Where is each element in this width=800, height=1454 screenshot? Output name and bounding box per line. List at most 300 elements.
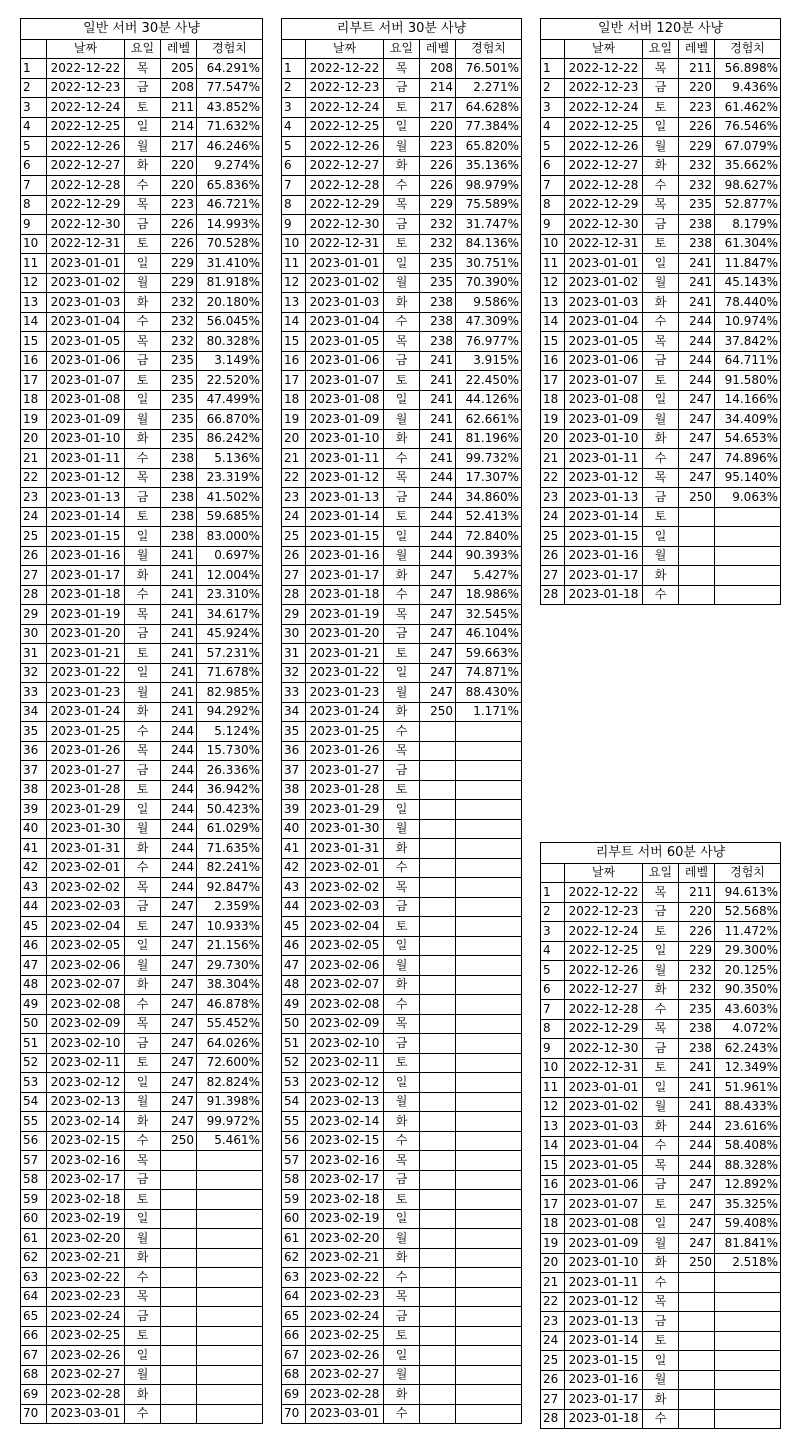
row-index: 28 (541, 1409, 565, 1429)
table-row (282, 1209, 522, 1229)
row-date: 2023-02-27 (47, 1365, 125, 1385)
row-level: 241 (161, 605, 197, 625)
row-level: 220 (161, 156, 197, 176)
row-day: 수 (643, 312, 679, 332)
row-level: 238 (161, 488, 197, 508)
row-day: 일 (643, 117, 679, 137)
row-level: 247 (420, 644, 456, 664)
row-index: 52 (282, 1053, 306, 1073)
row-date: 2023-01-02 (565, 1097, 643, 1117)
row-level (420, 995, 456, 1015)
row-level (161, 1404, 197, 1424)
row-date: 2023-02-12 (306, 1073, 384, 1093)
row-day: 일 (384, 117, 420, 137)
row-level: 232 (679, 961, 715, 981)
row-exp: 61.304% (715, 234, 781, 254)
row-day: 수 (643, 1273, 679, 1293)
row-day: 금 (384, 488, 420, 508)
row-date: 2023-01-03 (565, 293, 643, 313)
header-date: 날짜 (565, 863, 643, 883)
row-exp: 9.586% (456, 293, 522, 313)
row-date: 2023-01-02 (565, 273, 643, 293)
row-exp: 46.721% (197, 195, 263, 215)
row-index: 34 (282, 702, 306, 722)
row-day: 수 (125, 176, 161, 196)
row-exp: 91.398% (197, 1092, 263, 1112)
row-index: 43 (282, 878, 306, 898)
table-row (21, 800, 263, 820)
row-index: 15 (541, 1156, 565, 1176)
row-level: 244 (679, 1156, 715, 1176)
table-title: 리부트 서버 30분 사냥 (281, 18, 522, 39)
row-level: 247 (679, 429, 715, 449)
row-level: 241 (420, 371, 456, 391)
row-level: 226 (420, 176, 456, 196)
table-row (21, 1248, 263, 1268)
row-index: 55 (21, 1112, 47, 1132)
table-row (541, 1292, 781, 1312)
row-index: 4 (541, 117, 565, 137)
row-date: 2023-01-20 (47, 624, 125, 644)
header-date: 날짜 (47, 39, 125, 59)
row-date: 2023-02-02 (47, 878, 125, 898)
row-day: 일 (643, 1078, 679, 1098)
row-date: 2022-12-27 (565, 156, 643, 176)
row-index: 47 (282, 956, 306, 976)
row-index: 12 (282, 273, 306, 293)
row-day: 월 (125, 137, 161, 157)
row-level: 250 (679, 1253, 715, 1273)
row-day: 일 (125, 254, 161, 274)
row-exp (715, 1409, 781, 1429)
row-day: 일 (643, 1351, 679, 1371)
table-row (541, 312, 781, 332)
row-date: 2023-01-05 (565, 332, 643, 352)
row-level: 235 (420, 273, 456, 293)
row-exp: 88.430% (456, 683, 522, 703)
row-day: 목 (384, 741, 420, 761)
row-date: 2023-01-18 (565, 585, 643, 605)
row-day: 수 (384, 176, 420, 196)
row-exp: 72.840% (456, 527, 522, 547)
row-level: 241 (161, 683, 197, 703)
row-day: 화 (384, 975, 420, 995)
header-row (541, 863, 781, 883)
table-row (21, 858, 263, 878)
row-level: 244 (679, 371, 715, 391)
row-date: 2022-12-24 (47, 98, 125, 118)
table-row (282, 956, 522, 976)
row-date: 2023-01-08 (565, 1214, 643, 1234)
row-date: 2023-01-14 (306, 507, 384, 527)
row-index: 19 (21, 410, 47, 430)
row-exp: 44.126% (456, 390, 522, 410)
row-day: 화 (643, 980, 679, 1000)
row-level: 244 (679, 312, 715, 332)
row-date: 2023-01-05 (47, 332, 125, 352)
row-index: 32 (21, 663, 47, 683)
row-index: 7 (541, 1000, 565, 1020)
table-row (282, 663, 522, 683)
row-level: 247 (420, 566, 456, 586)
row-level: 244 (161, 858, 197, 878)
row-index: 6 (21, 156, 47, 176)
row-date: 2023-02-16 (306, 1151, 384, 1171)
row-date: 2023-01-07 (47, 371, 125, 391)
table-row (21, 78, 263, 98)
row-day: 일 (643, 254, 679, 274)
row-index: 13 (282, 293, 306, 313)
table-row (21, 156, 263, 176)
row-day: 토 (384, 1190, 420, 1210)
row-exp: 12.892% (715, 1175, 781, 1195)
row-day: 일 (384, 1073, 420, 1093)
row-date: 2023-02-15 (306, 1131, 384, 1151)
table-row (21, 819, 263, 839)
table-row (541, 1000, 781, 1020)
row-day: 토 (125, 917, 161, 937)
row-index: 18 (282, 390, 306, 410)
table-row (282, 371, 522, 391)
table-row (21, 254, 263, 274)
row-day: 수 (125, 585, 161, 605)
row-exp (456, 1053, 522, 1073)
row-index: 49 (21, 995, 47, 1015)
table-row (21, 410, 263, 430)
row-index: 9 (282, 215, 306, 235)
header-index (282, 39, 306, 59)
row-date: 2023-01-10 (306, 429, 384, 449)
row-index: 56 (282, 1131, 306, 1151)
row-index: 40 (21, 819, 47, 839)
row-level: 229 (679, 941, 715, 961)
row-day: 토 (643, 371, 679, 391)
row-exp (456, 780, 522, 800)
row-level: 220 (679, 902, 715, 922)
table-row (541, 1078, 781, 1098)
row-day: 토 (643, 1331, 679, 1351)
row-level: 247 (161, 936, 197, 956)
row-level: 235 (420, 254, 456, 274)
row-date: 2022-12-22 (565, 883, 643, 903)
row-index: 60 (282, 1209, 306, 1229)
row-date: 2023-02-13 (47, 1092, 125, 1112)
row-date: 2023-02-07 (47, 975, 125, 995)
row-index: 23 (282, 488, 306, 508)
row-exp: 30.751% (456, 254, 522, 274)
table-body (21, 59, 263, 1424)
row-day: 화 (643, 566, 679, 586)
row-level: 232 (679, 980, 715, 1000)
row-date: 2023-01-04 (306, 312, 384, 332)
row-index: 60 (21, 1209, 47, 1229)
row-exp (456, 917, 522, 937)
row-date: 2022-12-28 (306, 176, 384, 196)
row-exp: 34.860% (456, 488, 522, 508)
row-index: 21 (282, 449, 306, 469)
row-date: 2023-01-03 (47, 293, 125, 313)
row-index: 46 (21, 936, 47, 956)
row-exp: 23.319% (197, 468, 263, 488)
row-day: 일 (125, 117, 161, 137)
table-row (21, 1131, 263, 1151)
row-day: 일 (125, 1073, 161, 1093)
row-index: 24 (541, 507, 565, 527)
table-row (541, 468, 781, 488)
row-level: 247 (161, 897, 197, 917)
row-exp (715, 1331, 781, 1351)
table-row (541, 902, 781, 922)
row-date: 2022-12-28 (565, 1000, 643, 1020)
row-index: 6 (541, 156, 565, 176)
row-day: 목 (384, 468, 420, 488)
table-row (282, 1034, 522, 1054)
row-date: 2023-01-06 (306, 351, 384, 371)
row-exp (197, 1170, 263, 1190)
row-index: 48 (21, 975, 47, 995)
table-row (282, 878, 522, 898)
row-exp: 59.408% (715, 1214, 781, 1234)
row-day: 금 (384, 1034, 420, 1054)
table-row (541, 1273, 781, 1293)
table-row (541, 78, 781, 98)
row-exp: 81.918% (197, 273, 263, 293)
row-level (161, 1346, 197, 1366)
row-level (420, 1209, 456, 1229)
table-row (282, 1365, 522, 1385)
row-index: 4 (282, 117, 306, 137)
row-index: 45 (21, 917, 47, 937)
header-date: 날짜 (306, 39, 384, 59)
row-date: 2023-01-19 (306, 605, 384, 625)
row-date: 2022-12-25 (565, 941, 643, 961)
row-index: 26 (282, 546, 306, 566)
row-index: 22 (541, 468, 565, 488)
row-index: 32 (282, 663, 306, 683)
row-day: 금 (125, 351, 161, 371)
table-row (282, 1112, 522, 1132)
row-day: 목 (643, 195, 679, 215)
table-row (541, 98, 781, 118)
table-row (541, 1019, 781, 1039)
row-exp: 20.125% (715, 961, 781, 981)
row-index: 19 (541, 410, 565, 430)
row-level: 226 (679, 922, 715, 942)
row-index: 29 (282, 605, 306, 625)
row-exp: 61.029% (197, 819, 263, 839)
row-index: 21 (21, 449, 47, 469)
table-row (21, 917, 263, 937)
row-level (420, 800, 456, 820)
row-day: 목 (125, 195, 161, 215)
row-exp: 78.440% (715, 293, 781, 313)
row-exp: 62.243% (715, 1039, 781, 1059)
row-index: 64 (282, 1287, 306, 1307)
row-day: 화 (384, 1112, 420, 1132)
row-date: 2023-02-07 (306, 975, 384, 995)
row-date: 2022-12-23 (565, 902, 643, 922)
row-day: 일 (125, 663, 161, 683)
table-row (541, 507, 781, 527)
table-title: 일반 서버 120분 사냥 (540, 18, 781, 39)
row-exp (456, 1404, 522, 1424)
table-row (541, 215, 781, 235)
row-date: 2023-01-20 (306, 624, 384, 644)
row-day: 금 (125, 1170, 161, 1190)
row-level: 241 (161, 624, 197, 644)
row-date: 2023-02-17 (47, 1170, 125, 1190)
row-level (420, 780, 456, 800)
row-exp (197, 1346, 263, 1366)
row-index: 24 (282, 507, 306, 527)
table-row (541, 1409, 781, 1429)
row-index: 53 (282, 1073, 306, 1093)
row-exp: 90.393% (456, 546, 522, 566)
table-row (282, 1151, 522, 1171)
row-exp: 9.436% (715, 78, 781, 98)
row-exp (456, 1190, 522, 1210)
table-row (21, 546, 263, 566)
row-date: 2022-12-31 (565, 1058, 643, 1078)
row-level: 244 (161, 878, 197, 898)
row-day: 토 (384, 371, 420, 391)
row-exp: 2.518% (715, 1253, 781, 1273)
row-level: 217 (161, 137, 197, 157)
row-day: 화 (384, 429, 420, 449)
row-index: 12 (21, 273, 47, 293)
row-day: 월 (125, 410, 161, 430)
row-exp (197, 1190, 263, 1210)
row-day: 화 (384, 293, 420, 313)
row-day: 월 (643, 273, 679, 293)
row-level: 238 (161, 527, 197, 547)
row-exp: 71.632% (197, 117, 263, 137)
row-exp (456, 1209, 522, 1229)
row-day: 월 (125, 1229, 161, 1249)
row-exp (456, 1131, 522, 1151)
row-exp: 98.627% (715, 176, 781, 196)
row-level: 238 (161, 507, 197, 527)
row-exp (197, 1248, 263, 1268)
row-exp (456, 819, 522, 839)
table-row (21, 1092, 263, 1112)
row-level: 235 (161, 410, 197, 430)
row-date: 2022-12-22 (47, 59, 125, 79)
table-row (21, 780, 263, 800)
row-exp: 45.143% (715, 273, 781, 293)
row-date: 2023-01-26 (306, 741, 384, 761)
row-exp (456, 1326, 522, 1346)
row-level: 244 (161, 741, 197, 761)
row-index: 41 (21, 839, 47, 859)
row-index: 2 (282, 78, 306, 98)
row-day: 금 (384, 1307, 420, 1327)
table-row (282, 78, 522, 98)
row-index: 49 (282, 995, 306, 1015)
table-row (282, 975, 522, 995)
row-day: 수 (384, 1268, 420, 1288)
row-exp: 35.325% (715, 1195, 781, 1215)
row-date: 2023-01-06 (47, 351, 125, 371)
row-date: 2023-01-02 (47, 273, 125, 293)
row-index: 7 (541, 176, 565, 196)
table-row (282, 1073, 522, 1093)
row-level: 226 (420, 156, 456, 176)
row-index: 17 (541, 371, 565, 391)
row-exp: 46.878% (197, 995, 263, 1015)
row-index: 67 (21, 1346, 47, 1366)
row-date: 2022-12-24 (565, 922, 643, 942)
row-index: 4 (21, 117, 47, 137)
row-date: 2022-12-29 (306, 195, 384, 215)
row-exp (197, 1404, 263, 1424)
table-row (282, 98, 522, 118)
row-exp: 82.241% (197, 858, 263, 878)
row-level (420, 1034, 456, 1054)
row-index: 68 (21, 1365, 47, 1385)
row-exp: 51.961% (715, 1078, 781, 1098)
table-row (282, 1287, 522, 1307)
row-exp: 34.617% (197, 605, 263, 625)
row-index: 8 (541, 195, 565, 215)
row-exp (456, 897, 522, 917)
table-row (541, 527, 781, 547)
row-index: 56 (21, 1131, 47, 1151)
row-date: 2023-01-23 (306, 683, 384, 703)
row-day: 토 (384, 1053, 420, 1073)
row-index: 50 (21, 1014, 47, 1034)
row-index: 7 (282, 176, 306, 196)
row-index: 31 (21, 644, 47, 664)
row-exp (197, 1365, 263, 1385)
row-exp: 50.423% (197, 800, 263, 820)
row-exp: 59.685% (197, 507, 263, 527)
row-level: 247 (420, 683, 456, 703)
table-row (21, 624, 263, 644)
row-level (420, 722, 456, 742)
table-row (541, 371, 781, 391)
row-day: 월 (384, 1365, 420, 1385)
row-day: 목 (643, 468, 679, 488)
row-exp (456, 858, 522, 878)
table-row (541, 1039, 781, 1059)
row-exp: 95.140% (715, 468, 781, 488)
table-row (282, 1092, 522, 1112)
row-date: 2023-01-10 (565, 429, 643, 449)
row-day: 일 (125, 800, 161, 820)
row-exp (456, 741, 522, 761)
row-index: 39 (282, 800, 306, 820)
row-exp (456, 1014, 522, 1034)
row-index: 29 (21, 605, 47, 625)
table-row (21, 449, 263, 469)
table-row (541, 429, 781, 449)
table-row (21, 98, 263, 118)
row-level: 238 (679, 1039, 715, 1059)
row-exp: 22.520% (197, 371, 263, 391)
table-row (21, 663, 263, 683)
row-level (161, 1268, 197, 1288)
table-row (21, 1385, 263, 1405)
row-level: 241 (161, 644, 197, 664)
row-exp: 47.309% (456, 312, 522, 332)
row-date: 2023-01-26 (47, 741, 125, 761)
table-row (282, 507, 522, 527)
row-exp: 77.384% (456, 117, 522, 137)
table-row (541, 137, 781, 157)
row-level (420, 1326, 456, 1346)
row-day: 일 (125, 936, 161, 956)
